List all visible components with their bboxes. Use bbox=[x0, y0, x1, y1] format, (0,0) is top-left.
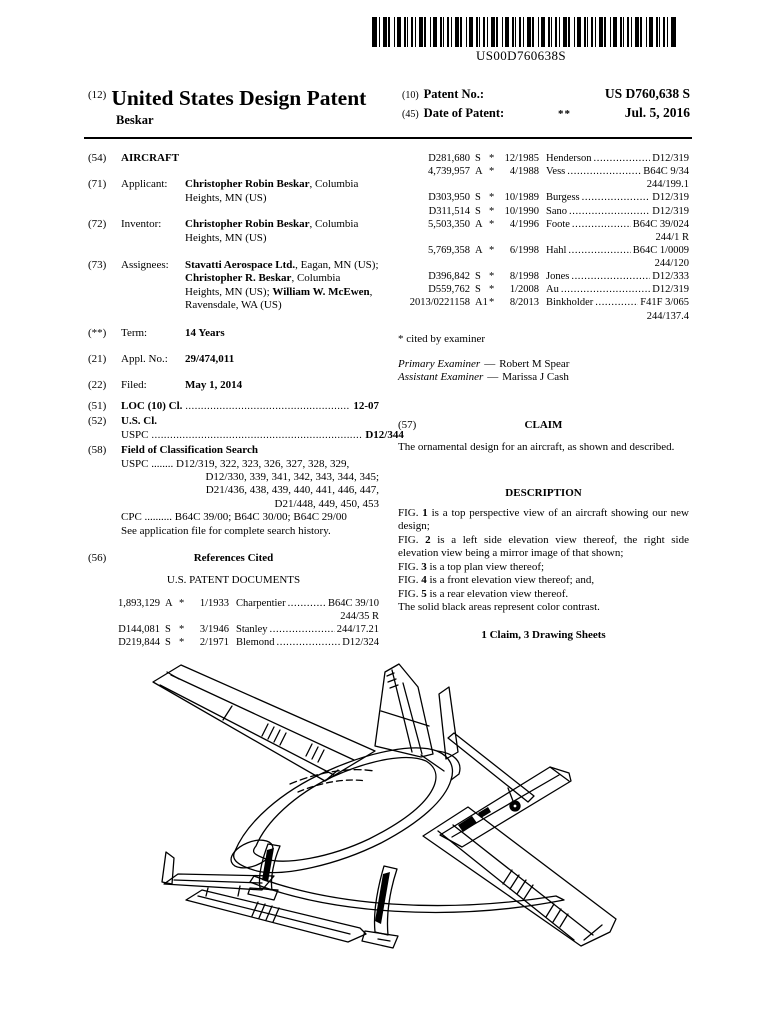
patent-date: Jul. 5, 2016 bbox=[624, 105, 690, 120]
barcode-block bbox=[372, 17, 670, 64]
claims-sheets-note: 1 Claim, 3 Drawing Sheets bbox=[481, 629, 606, 642]
reference-row: D396,842 S * 8/1998 Jones ..... D12/333 bbox=[398, 270, 689, 283]
field-title: (54) AIRCRAFT bbox=[88, 152, 379, 165]
left-column bbox=[88, 152, 404, 649]
reference-row-cont: 244/120 bbox=[654, 258, 689, 269]
dot-leader bbox=[572, 218, 631, 231]
search-history-note: See application file for complete search history. bbox=[121, 524, 331, 537]
cpc-line: CPC .......... B64C 39/00; B64C 30/00; B64C 29/00 bbox=[121, 511, 347, 524]
dot-leader bbox=[288, 597, 326, 610]
claim-heading: (57) CLAIM bbox=[398, 418, 563, 431]
reference-row: 1,893,129 A * 1/1933 Charpentier ..... B64C 39/10 bbox=[88, 597, 379, 610]
field-assignees: (73) Assignees: Stavatti Aerospace Ltd., Eagan, MN (US); Christopher R. Beskar, Columbia Heights, MN (US); William W. McEwen, Ravensdale, WA (US) bbox=[88, 259, 379, 312]
reference-row: 5,503,350 A * 4/1996 Foote ..... B64C 39/024 bbox=[398, 218, 689, 231]
dot-leader bbox=[595, 296, 638, 309]
date-code: (45) bbox=[402, 109, 419, 120]
date-label: Date of Patent: bbox=[423, 106, 505, 120]
patent-no-code: (10) bbox=[402, 90, 419, 101]
description-line: FIG. 4 is a front elevation view thereof; and, bbox=[398, 574, 595, 587]
reference-row: 2013/0221158 A1 * 8/2013 Binkholder ..... F41F 3/065 bbox=[398, 296, 689, 309]
reference-row: D559,762 S * 1/2008 Au ..... D12/319 bbox=[398, 283, 689, 296]
barcode-number: US00D760638S bbox=[475, 48, 567, 63]
us-patent-documents-table-right bbox=[398, 152, 689, 323]
document-title: United States Design Patent bbox=[111, 86, 367, 110]
dot-leader bbox=[582, 191, 651, 204]
patent-header bbox=[88, 86, 690, 128]
patent-no-label: Patent No.: bbox=[423, 87, 485, 101]
cited-by-examiner-note: * cited by examiner bbox=[398, 332, 486, 345]
invention-title: AIRCRAFT bbox=[121, 152, 180, 164]
term-marker: ** bbox=[557, 108, 571, 120]
description-line: FIG. 2 is a left side elevation view thereof, the right side elevation view being a mirror image of that shown; bbox=[398, 533, 689, 560]
field-term: (**) Term: 14 Years bbox=[88, 326, 225, 339]
description-line: The solid black areas represent color contrast. bbox=[398, 600, 600, 613]
reference-row: 4,739,957 A * 4/1988 Vess ..... B64C 9/34 bbox=[398, 165, 689, 178]
us-patent-documents-heading: U.S. PATENT DOCUMENTS bbox=[166, 574, 301, 587]
reference-row-cont: 244/35 R bbox=[340, 610, 379, 622]
dot-leader bbox=[185, 400, 350, 413]
description-line: FIG. 3 is a top plan view thereof; bbox=[398, 560, 545, 573]
fig1-aircraft-drawing bbox=[122, 638, 646, 990]
barcode-image bbox=[372, 17, 676, 47]
kind-code: (12) bbox=[88, 89, 107, 101]
reference-row-cont: 244/137.4 bbox=[646, 310, 689, 322]
description-block bbox=[398, 507, 689, 614]
reference-row-cont: 244/199.1 bbox=[646, 179, 689, 191]
references-cited-heading: (56) References Cited bbox=[88, 551, 274, 564]
examiners-block bbox=[398, 358, 689, 385]
reference-row-cont: 244/1 R bbox=[655, 231, 689, 243]
field-classification-search: (58) Field of Classification Search USPC ........ D12/319, 322, 323, 326, 327, 328, 329, D12/330, 339, 341, 342, 343, 344, 345; D21/436, 438, 439, 440, 441, 446, 447, D21/448, 449, 450, 453 CPC .......... B64C 39/00; B64C 30/00; B64C 29/00 See application file for complete search history. bbox=[88, 444, 379, 537]
primary-examiner-line: Primary Examiner — Robert M Spear bbox=[398, 358, 570, 371]
uspc-search-lines: USPC ........ D12/319, 322, 323, 326, 327, 328, 329, D12/330, 339, 341, 342, 343, 344, 345; D21/436, 438, 439, 440, 441, 446, 447, D21/448, 449, 450, 453 bbox=[121, 457, 379, 510]
dot-leader bbox=[568, 244, 630, 257]
right-column bbox=[398, 152, 689, 649]
reference-row: D144,081 S * 3/1946 Stanley ..... 244/17.21 bbox=[88, 623, 379, 636]
field-us-class: (52) U.S. Cl. USPC ..... D12/344 bbox=[88, 415, 379, 442]
description-line: FIG. 5 is a rear elevation view thereof. bbox=[398, 587, 569, 600]
header-rule bbox=[84, 137, 692, 139]
dot-leader bbox=[152, 429, 363, 442]
header-right bbox=[402, 86, 690, 128]
field-appl-no: (21) Appl. No.: 29/474,011 bbox=[88, 353, 235, 366]
reference-row: 5,769,358 A * 6/1998 Hahl ..... B64C 1/0009 bbox=[398, 244, 689, 257]
claim-text: The ornamental design for an aircraft, as shown and described. bbox=[398, 441, 675, 454]
description-line: FIG. 1 is a top perspective view of an aircraft showing our new design; bbox=[398, 507, 689, 533]
dot-leader bbox=[270, 623, 335, 636]
field-applicant: (71) Applicant: Christopher Robin Beskar, Columbia Heights, MN (US) bbox=[88, 178, 359, 204]
dot-leader bbox=[569, 205, 650, 218]
dot-leader bbox=[571, 270, 650, 283]
description-heading: DESCRIPTION bbox=[505, 486, 582, 499]
dot-leader bbox=[567, 165, 641, 178]
reference-row: D303,950 S * 10/1989 Burgess ..... D12/319 bbox=[398, 191, 689, 204]
dot-leader bbox=[561, 283, 650, 296]
field-loc-class: (51) LOC (10) Cl. ..... 12-07 bbox=[88, 400, 379, 413]
field-inventor: (72) Inventor: Christopher Robin Beskar, Columbia Heights, MN (US) bbox=[88, 218, 359, 244]
reference-row: D311,514 S * 10/1990 Sano ..... D12/319 bbox=[398, 205, 689, 218]
header-left bbox=[88, 86, 366, 128]
dot-leader bbox=[594, 152, 651, 165]
biblio-columns bbox=[88, 152, 690, 649]
field-filed: (22) Filed: May 1, 2014 bbox=[88, 379, 243, 392]
patent-number: US D760,638 S bbox=[604, 86, 690, 101]
reference-row: D219,844 S * 2/1971 Blemond ..... D12/324 bbox=[88, 636, 379, 649]
inventor-surname: Beskar bbox=[116, 113, 154, 127]
reference-row: D281,680 S * 12/1985 Henderson ..... D12/319 bbox=[398, 152, 689, 165]
assistant-examiner-line: Assistant Examiner — Marissa J Cash bbox=[398, 371, 569, 384]
aircraft-figure-svg bbox=[122, 638, 646, 990]
